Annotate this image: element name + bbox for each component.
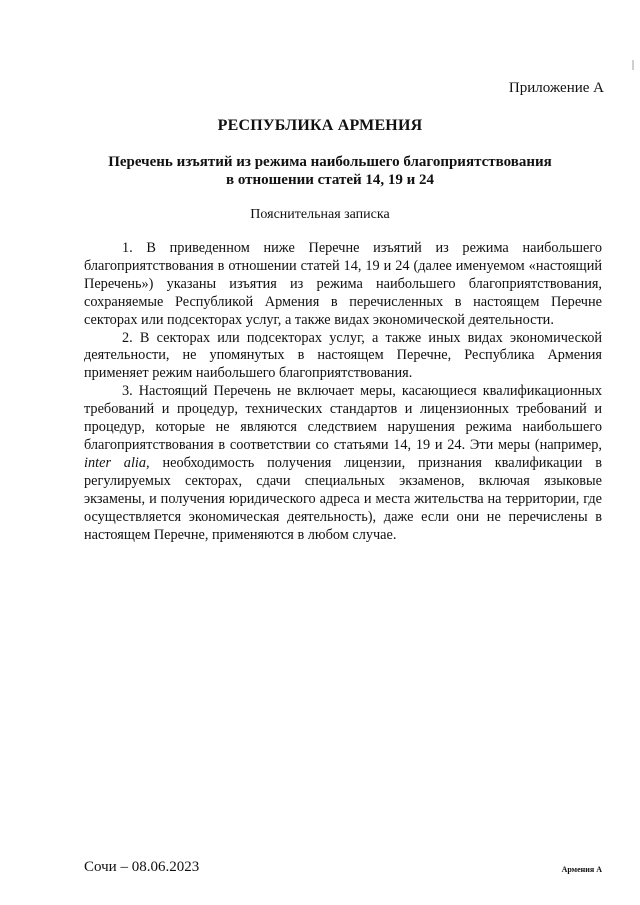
footer-place-date: Сочи – 08.06.2023: [84, 859, 200, 875]
paragraph-3-part2: необходимость получения лицензии, признания квалификации в регулируемых секторах, сдачи специальных экзаменов, включая языковые экзамены, и получения юридического адреса и места жительства на территории, где осуществляется экономическая деятельность), даже если они не перечислены в настоящем Перечне, применяются в любом случае.: [84, 454, 602, 543]
document-title: [60, 153, 600, 189]
paragraph-3-italic: inter alia,: [84, 454, 150, 471]
document-subtitle: Пояснительная записка: [250, 207, 390, 222]
paragraph-1: 1. В приведенном ниже Перечне изъятий из режима наибольшего благоприятствования в отношении статей 14, 19 и 24 (далее именуемом «настоящий Перечень») указаны изъятия из режима наибольшего благоприятствования, сохраняемые Республикой Армения в перечисленных в настоящем Перечне секторах или подсекторах услуг, а также видах экономической деятельности.: [84, 240, 602, 328]
annex-label: Приложение А: [508, 80, 604, 96]
paragraph-3: [84, 383, 602, 544]
document-title-line1: Перечень изъятий из режима наибольшего благоприятствования: [108, 154, 552, 170]
paragraph-2: 2. В секторах или подсекторах услуг, а также иных видах экономической деятельности, не упомянутых в настоящем Перечне, Республика Армения применяет режим наибольшего благоприятствования.: [84, 329, 602, 382]
footer-annex-ref: Армения А: [561, 865, 602, 874]
document-title-line2: в отношении статей 14, 19 и 24: [225, 172, 435, 188]
paragraph-3-part1: 3. Настоящий Перечень не включает меры, касающиеся квалификационных требований и процедур, технических стандартов и лицензионных требований и процедур, которые не являются следствием нарушения режима наибольшего благоприятствования в соответствии со статьями 14, 19 и 24. Эти меры (например,: [84, 383, 602, 453]
scan-artifact: [632, 60, 634, 70]
document-body: [84, 240, 602, 544]
country-heading: РЕСПУБЛИКА АРМЕНИЯ: [217, 117, 423, 134]
